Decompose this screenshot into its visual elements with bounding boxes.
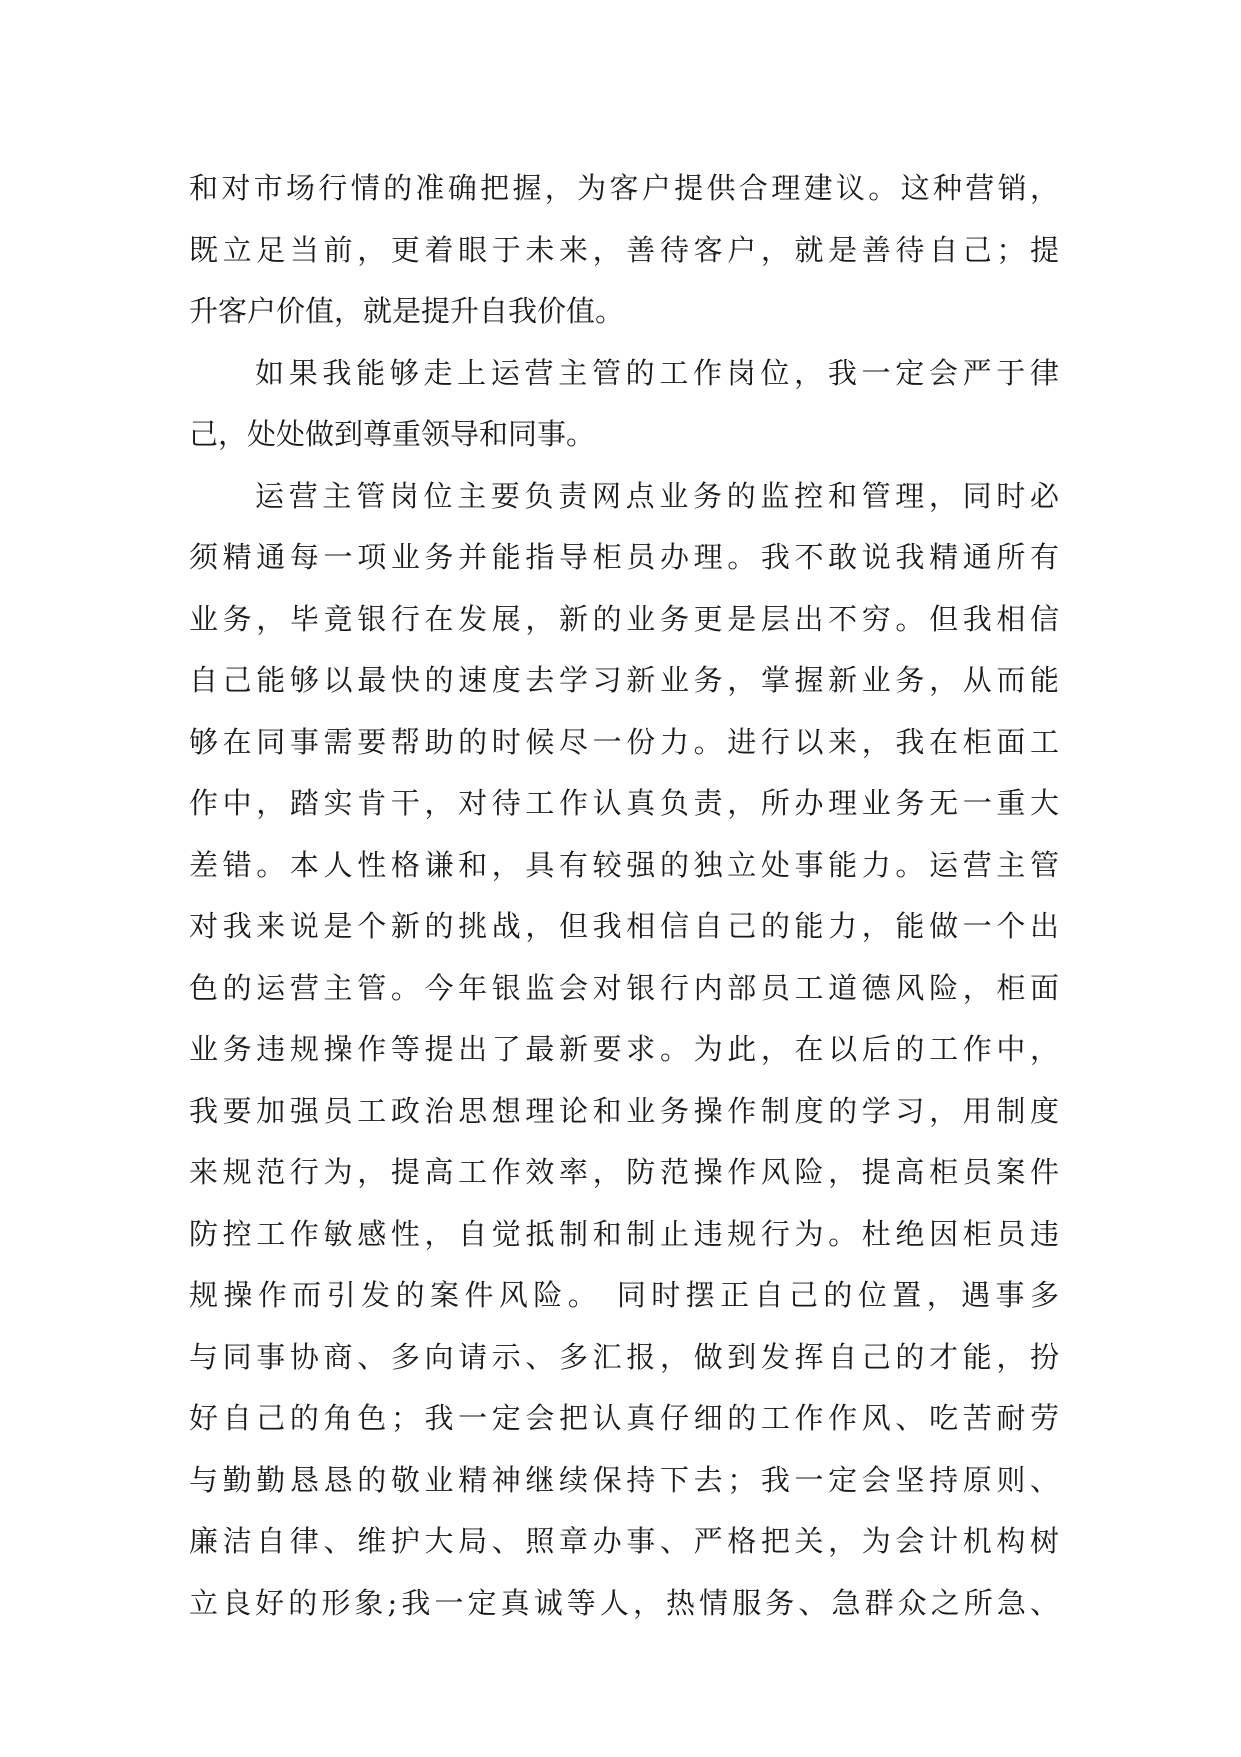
- text-line: 己，处处做到尊重领导和同事。: [189, 404, 1059, 466]
- text-line: 升客户价值，就是提升自我价值。: [189, 281, 1059, 343]
- text-line: 既立足当前，更着眼于未来，善待客户，就是善待自己；提: [189, 220, 1059, 282]
- text-line: 与同事协商、多向请示、多汇报，做到发挥自己的才能，扮: [189, 1327, 1059, 1389]
- text-line: [189, 1634, 1059, 1696]
- text-line: 好自己的角色；我一定会把认真仔细的工作作风、吃苦耐劳: [189, 1388, 1059, 1450]
- text-line: 须精通每一项业务并能指导柜员办理。我不敢说我精通所有: [189, 527, 1059, 589]
- text-line: 够在同事需要帮助的时候尽一份力。进行以来，我在柜面工: [189, 712, 1059, 774]
- text-line: 业务违规操作等提出了最新要求。为此，在以后的工作中，: [189, 1019, 1059, 1081]
- text-line: 和对市场行情的准确把握，为客户提供合理建议。这种营销，: [189, 158, 1059, 220]
- text-line: 来规范行为，提高工作效率，防范操作风险，提高柜员案件: [189, 1142, 1059, 1204]
- paragraph-2: [189, 343, 1059, 466]
- paragraph-1: [189, 158, 1059, 343]
- text-line: 我要加强员工政治思想理论和业务操作制度的学习，用制度: [189, 1081, 1059, 1143]
- text-line: 规操作而引发的案件风险。 同时摆正自己的位置，遇事多: [189, 1265, 1059, 1327]
- text-line: 廉洁自律、维护大局、照章办事、严格把关，为会计机构树: [189, 1511, 1059, 1573]
- text-line: 作中，踏实肯干，对待工作认真负责，所办理业务无一重大: [189, 773, 1059, 835]
- text-line: 色的运营主管。今年银监会对银行内部员工道德风险，柜面: [189, 958, 1059, 1020]
- text-line: 防控工作敏感性，自觉抵制和制止违规行为。杜绝因柜员违: [189, 1204, 1059, 1266]
- text-line: 立良好的形象;我一定真诚等人，热情服务、急群众之所急、: [189, 1573, 1059, 1635]
- text-line: 对我来说是个新的挑战，但我相信自己的能力，能做一个出: [189, 896, 1059, 958]
- text-line: 运营主管岗位主要负责网点业务的监控和管理，同时必: [189, 466, 1059, 528]
- document-body: [189, 158, 1059, 1757]
- text-line: 如果我能够走上运营主管的工作岗位，我一定会严于律: [189, 343, 1059, 405]
- text-line: 与勤勤恳恳的敬业精神继续保持下去；我一定会坚持原则、: [189, 1450, 1059, 1512]
- text-line: 差错。本人性格谦和，具有较强的独立处事能力。运营主管: [189, 835, 1059, 897]
- text-line: [189, 1696, 1059, 1757]
- text-line: 业务，毕竟银行在发展，新的业务更是层出不穷。但我相信: [189, 589, 1059, 651]
- text-line: 自己能够以最快的速度去学习新业务，掌握新业务，从而能: [189, 650, 1059, 712]
- paragraph-3: [189, 466, 1059, 1757]
